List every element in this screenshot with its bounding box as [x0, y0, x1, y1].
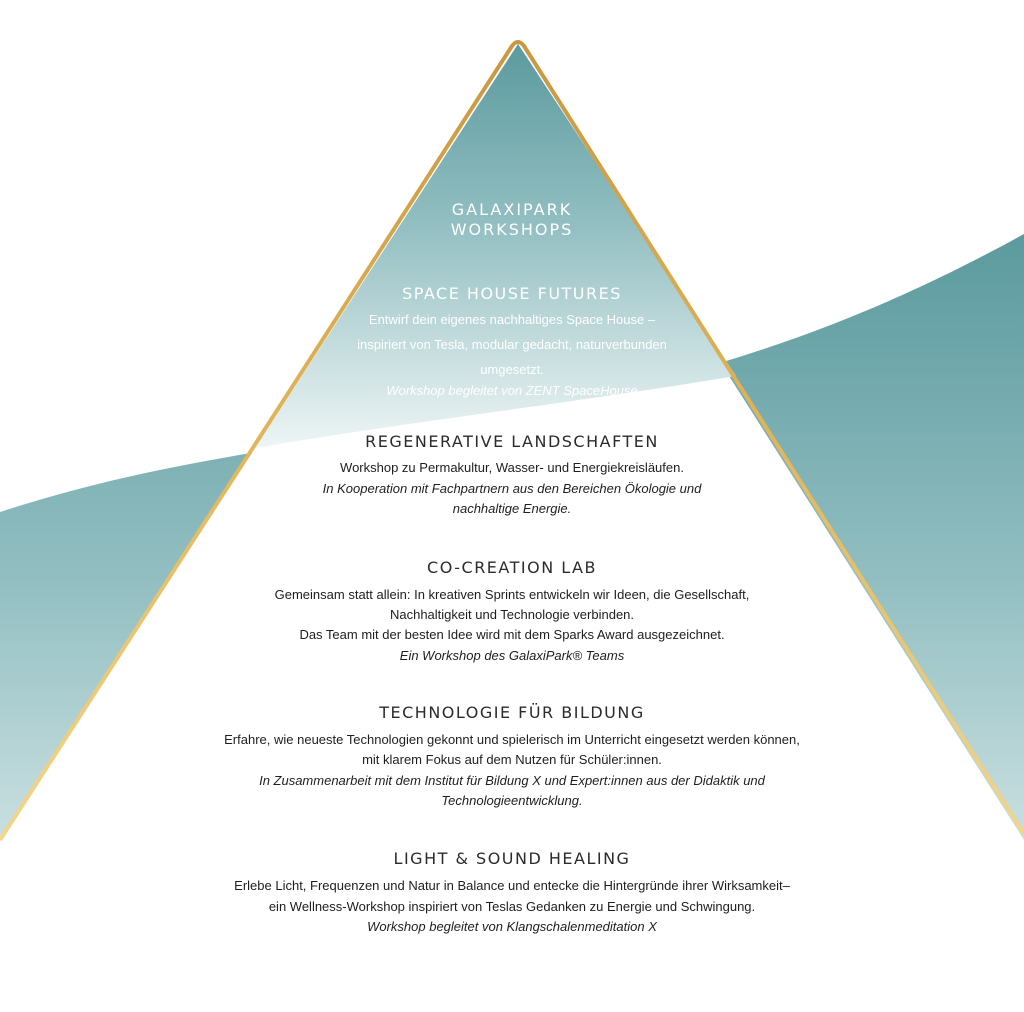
- section-credit: Workshop begleitet von Klangschalenmeditation X: [367, 919, 657, 934]
- section-credit: nachhaltige Energie.: [452, 501, 572, 516]
- section-credit: Ein Workshop des GalaxiPark® Teams: [399, 648, 625, 663]
- section-credit: Technologieentwicklung.: [441, 793, 583, 808]
- page-title-line2: WORKSHOPS: [450, 220, 574, 239]
- section-text: Erlebe Licht, Frequenzen und Natur in Balance und entecke die Hintergründe ihrer Wirksamkeit–: [234, 878, 790, 893]
- page-title-line1: GALAXIPARK: [451, 200, 573, 219]
- section-title-co-creation: CO-CREATION LAB: [427, 558, 597, 577]
- section-text: inspiriert von Tesla, modular gedacht, naturverbunden: [357, 337, 667, 352]
- section-text: Workshop zu Permakultur, Wasser- und Energiekreisläufen.: [340, 460, 684, 475]
- section-text: Nachhaltigkeit und Technologie verbinden.: [389, 607, 635, 622]
- section-text: Gemeinsam statt allein: In kreativen Sprints entwickeln wir Ideen, die Gesellschaft,: [274, 587, 750, 602]
- section-text: Entwirf dein eigenes nachhaltiges Space House –: [368, 312, 656, 327]
- section-text: mit klarem Fokus auf dem Nutzen für Schüler:innen.: [362, 752, 662, 767]
- section-text: ein Wellness-Workshop inspiriert von Teslas Gedanken zu Energie und Schwingung.: [268, 899, 756, 914]
- section-credit: In Kooperation mit Fachpartnern aus den Bereichen Ökologie und: [322, 481, 702, 496]
- section-title-space-house: SPACE HOUSE FUTURES: [402, 284, 622, 303]
- section-credit: Workshop begleitet von ZENT SpaceHouse: [386, 383, 638, 398]
- section-title-regenerative: REGENERATIVE LANDSCHAFTEN: [365, 432, 659, 451]
- section-text: Erfahre, wie neueste Technologien gekonnt und spielerisch im Unterricht eingesetzt werden können,: [224, 732, 800, 747]
- section-title-light-sound: LIGHT & SOUND HEALING: [393, 849, 631, 868]
- section-text: Das Team mit der besten Idee wird mit dem Sparks Award ausgezeichnet.: [299, 627, 725, 642]
- section-text: umgesetzt.: [480, 362, 544, 377]
- section-credit: In Zusammenarbeit mit dem Institut für Bildung X und Expert:innen aus der Didaktik und: [259, 773, 765, 788]
- section-title-technologie: TECHNOLOGIE FÜR BILDUNG: [379, 703, 645, 722]
